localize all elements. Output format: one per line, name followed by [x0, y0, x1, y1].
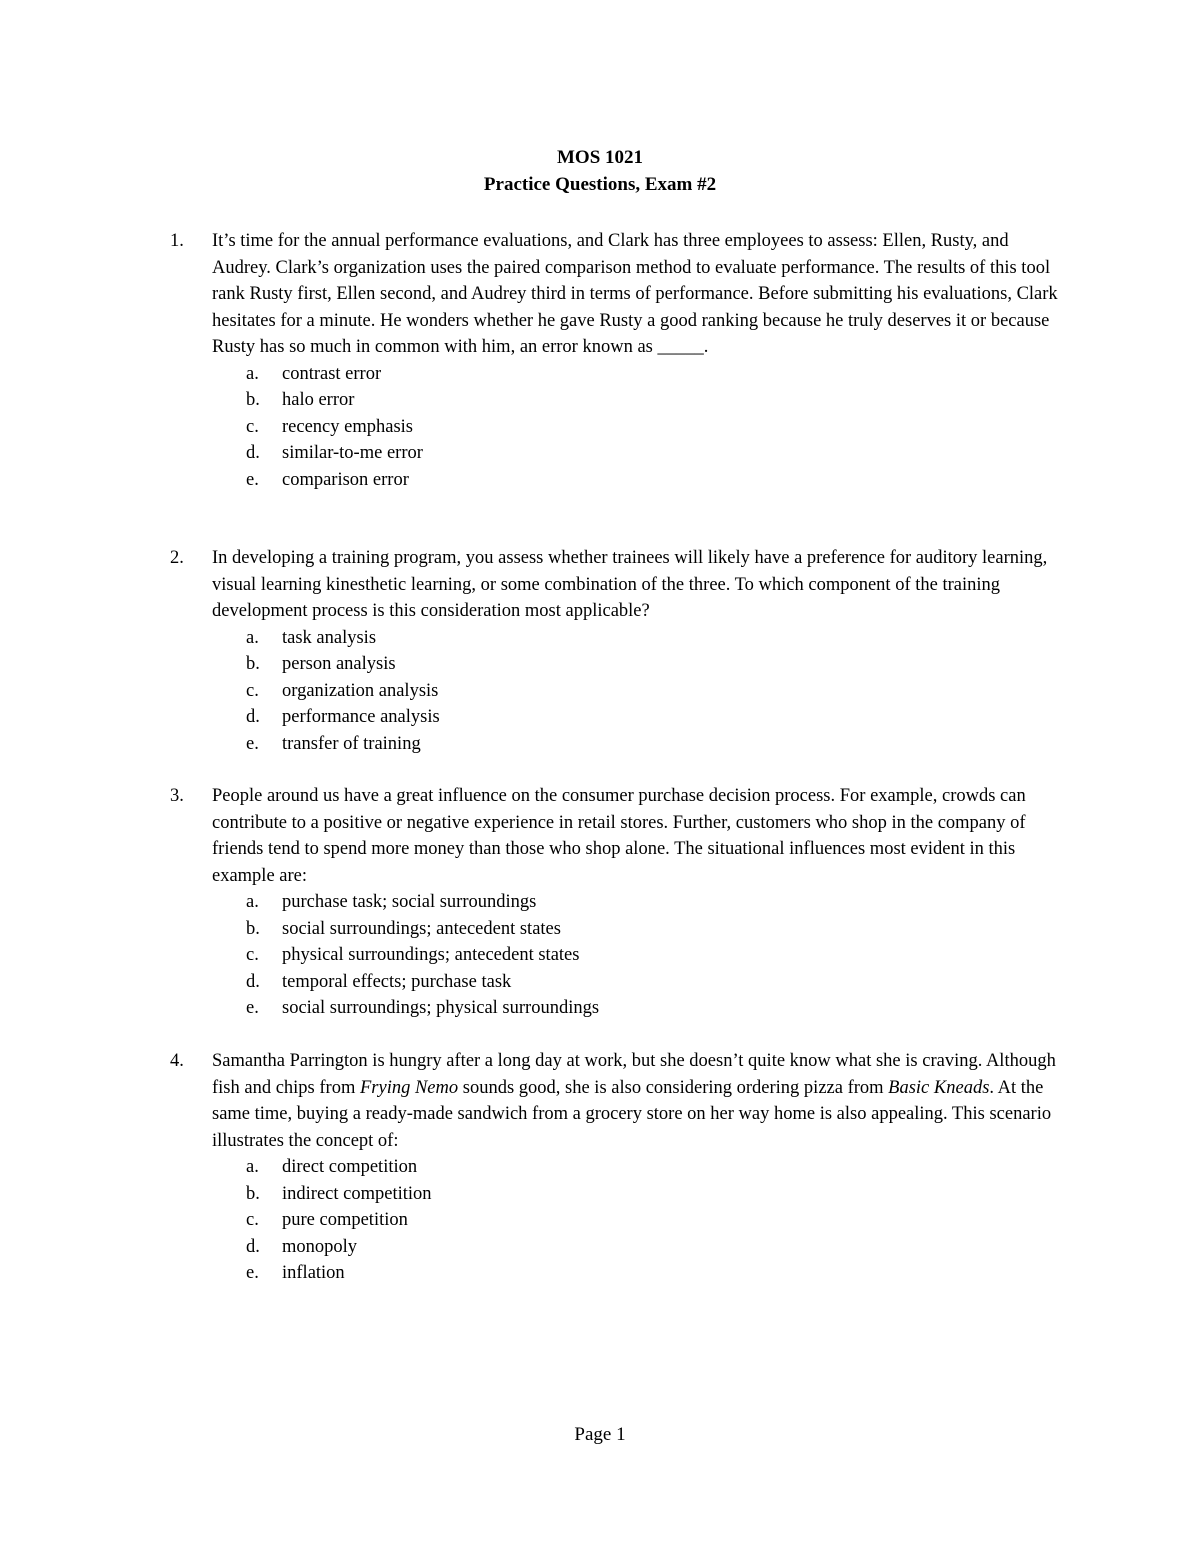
option-d [170, 1234, 1070, 1261]
option-text: social surroundings; physical surroundings [282, 998, 600, 1018]
document-title: Practice Questions, Exam #2 [483, 174, 717, 195]
question-text [212, 1048, 1062, 1154]
option-text: halo error [282, 390, 355, 410]
question-text-part: Samantha Parrington is hungry after a long day at work, but she doesn’t quite know what she is craving. Although fish and chips from [212, 1051, 1056, 1098]
option-text: temporal effects; purchase task [282, 971, 512, 992]
option-c [170, 942, 1070, 969]
option-d [170, 969, 1070, 996]
option-a [170, 361, 1070, 388]
option-text: organization analysis [282, 680, 439, 701]
option-letter: b. [246, 918, 260, 939]
question-text-part: sounds good, she is also considering ordering pizza from [458, 1077, 889, 1098]
option-letter: a. [246, 627, 259, 648]
question-number: 3. [170, 786, 184, 806]
option-e [170, 731, 1070, 758]
page-number: 1 [616, 1424, 626, 1445]
option-b [170, 387, 1070, 414]
answer-options [170, 889, 1070, 1022]
option-text: inflation [282, 1263, 345, 1283]
option-letter: b. [246, 654, 260, 674]
option-b [170, 916, 1070, 943]
option-text: similar-to-me error [282, 443, 423, 463]
option-letter: d. [246, 707, 260, 727]
option-letter: a. [246, 1157, 259, 1177]
question-2 [170, 545, 1070, 757]
option-letter: b. [246, 390, 260, 410]
option-text: contrast error [282, 363, 382, 384]
course-code: MOS 1021 [556, 147, 644, 168]
question-number: 4. [170, 1051, 184, 1071]
question-3 [170, 783, 1070, 1022]
answer-options [170, 625, 1070, 758]
option-text: social surroundings; antecedent states [282, 918, 561, 939]
option-text: transfer of training [282, 733, 421, 754]
question-text-part: . At the same time, buying a ready-made sandwich from a grocery store on her way home is also appealing. This scenario illustrates the concept of: [212, 1077, 1052, 1151]
option-text: performance analysis [282, 707, 440, 727]
option-letter: e. [246, 469, 259, 490]
option-letter: e. [246, 733, 259, 754]
option-letter: a. [246, 892, 259, 912]
question-text: In developing a training program, you assess whether trainees will likely have a preference for auditory learning, visual learning kinesthetic learning, or some combination of the three. To which component of the training development process is this consideration most applicable? [212, 548, 1048, 621]
option-letter: b. [246, 1183, 260, 1204]
option-letter: d. [246, 1236, 260, 1257]
option-letter: a. [246, 363, 259, 384]
option-text: direct competition [282, 1157, 418, 1177]
question-1 [170, 228, 1070, 493]
answer-options [170, 1154, 1070, 1287]
question-text: People around us have a great influence on the consumer purchase decision process. For example, crowds can contribute to a positive or negative experience in retail stores. Further, customers who shop in the company of friends tend to spend more money than those who shop alone. The situational influences most evident in this example are: [212, 786, 1026, 886]
option-text: purchase task; social surroundings [282, 892, 537, 912]
option-letter: e. [246, 998, 259, 1018]
question-text: It’s time for the annual performance evaluations, and Clark has three employees to assess: Ellen, Rusty, and Audrey. Clark’s organization uses the paired comparison method to evaluate performance. The results of this tool rank Rusty first, Ellen second, and Audrey third in terms of performance. Before submitting his evaluations, Clark hesitates for a minute. He wonders whether he gave Rusty a good ranking because he truly deserves it or because Rusty has so much in common with him, an error known as _____. [212, 231, 1058, 357]
option-letter: c. [246, 416, 259, 437]
option-text: physical surroundings; antecedent states [282, 945, 580, 965]
option-e [170, 995, 1070, 1022]
option-a [170, 625, 1070, 652]
option-e [170, 1260, 1070, 1287]
option-c [170, 678, 1070, 705]
question-number: 1. [170, 231, 184, 251]
option-letter: d. [246, 443, 260, 463]
option-text: comparison error [282, 469, 409, 490]
option-text: pure competition [282, 1210, 408, 1230]
business-name-frying-nemo: Frying Nemo [359, 1077, 459, 1098]
option-text: person analysis [282, 654, 396, 674]
option-b [170, 651, 1070, 678]
option-d [170, 704, 1070, 731]
option-a [170, 889, 1070, 916]
option-letter: c. [246, 1210, 259, 1230]
option-text: task analysis [282, 627, 377, 648]
option-e [170, 467, 1070, 494]
page-label: Page [574, 1424, 612, 1445]
option-text: recency emphasis [282, 416, 413, 437]
option-c [170, 1207, 1070, 1234]
option-letter: d. [246, 971, 260, 992]
option-text: monopoly [282, 1236, 358, 1257]
option-letter: c. [246, 945, 259, 965]
option-letter: c. [246, 680, 259, 701]
option-text: indirect competition [282, 1183, 432, 1204]
option-c [170, 414, 1070, 441]
page-footer [0, 1424, 1200, 1446]
question-number: 2. [170, 548, 184, 568]
business-name-basic-kneads: Basic Kneads [888, 1077, 990, 1098]
option-a [170, 1154, 1070, 1181]
option-letter: e. [246, 1263, 259, 1283]
option-b [170, 1181, 1070, 1208]
option-d [170, 440, 1070, 467]
question-4 [170, 1048, 1070, 1287]
answer-options [170, 361, 1070, 494]
